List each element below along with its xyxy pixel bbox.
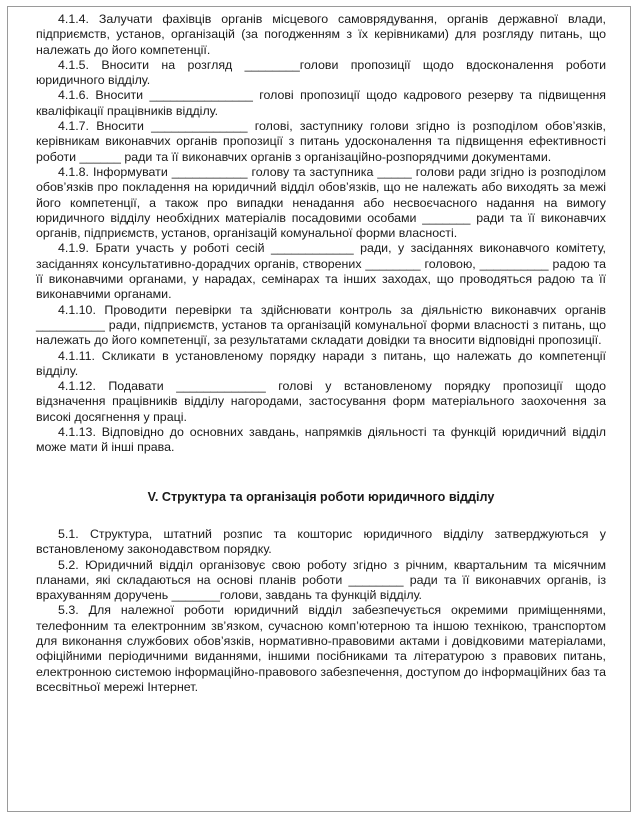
spacer (36, 456, 606, 490)
paragraph-5-1: 5.1. Структура, штатний розпис та кошторис юридичного відділу затверджуються у встановленому законодавством порядку. (36, 526, 606, 557)
paragraph-4-1-10: 4.1.10. Проводити перевірки та здійснювати контроль за діяльністю виконавчих органів __________ ради, підприємств, установ та організацій комунальної форми власності з питань, що належать до його компетенції, за результатами складати довідки та вносити відповідні пропозиції. (36, 302, 606, 348)
paragraph-5-3: 5.3. Для належної роботи юридичний відділ забезпечується окремими приміщеннями, телефонним та електронним зв’язком, сучасною комп’ютерною та іншою технікою, транспортом для виконання службових обов’язків, нормативно-правовими актами і довідковими матеріалами, офіційними періодичними виданнями, іншими посібниками та літературою з правових питань, електронною системою інформаційно-правового забезпечення, доступом до інформаційних баз та всесвітньої мережі Інтернет. (36, 603, 606, 694)
paragraph-4-1-5: 4.1.5. Вносити на розгляд ________голови пропозиції щодо вдосконалення роботи юридичного відділу. (36, 57, 606, 88)
paragraph-4-1-12: 4.1.12. Подавати _____________ голові у встановленому порядку пропозиції щодо відзначення працівників відділу нагородами, застосування форм матеріального заохочення за високі досягнення у праці. (36, 379, 606, 424)
paragraph-4-1-9: 4.1.9. Брати участь у роботі сесій ____________ ради, у засіданнях виконавчого комітету, засіданнях консультативно-дорадчих органів, створених ________ головою, __________ радою та її виконавчими органами, у нарадах, семінарах та інших заходах, що проводяться радою та її виконавчими органами. (36, 241, 606, 302)
paragraph-4-1-7: 4.1.7. Вносити ______________ голові, заступнику голови згідно із розподілом обов’язків, керівникам виконавчих органів пропозиції з питань удосконалення та підвищення ефективності роботи ______ ради та її виконавчих органів з організаційно-розпорядчими документами. (36, 119, 606, 164)
paragraph-4-1-11: 4.1.11. Скликати в установленому порядку наради з питань, що належать до компетенції відділу. (36, 348, 606, 378)
paragraph-4-1-6: 4.1.6. Вносити _______________ голові пропозиції щодо кадрового резерву та підвищення кваліфікації працівників відділу. (36, 88, 606, 118)
paragraph-5-2: 5.2. Юридичний відділ організовує свою роботу згідно з річним, квартальним та місячним планами, які складаються на основі планів роботи ________ ради та її виконавчих органів, із врахуванням доручень _______голови, завдань та функцій відділу. (36, 557, 606, 603)
paragraph-4-1-13: 4.1.13. Відповідно до основних завдань, напрямків діяльності та функцій юридичний відділ може мати й інші права. (36, 425, 606, 455)
paragraph-4-1-8: 4.1.8. Інформувати ___________ голову та заступника _____ голови ради згідно із розподілом обов’язків про покладення на юридичний відділ обов’язків, що не належать або виходять за межі його компетенції, а також про випадки ненадання або несвоєчасного надання на вимогу юридичного відділу необхідних матеріалів посадовими особами _______ ради та її виконавчих органів, підприємств, установ, організацій комунальної форми власності. (36, 164, 606, 241)
paragraph-4-1-4: 4.1.4. Залучати фахівців органів місцевого самоврядування, органів державної влади, підприємств, установ, організацій (за погодженням з їх керівниками) для розгляду питань, що належать до його компетенції. (36, 12, 606, 57)
section-title: V. Структура та організація роботи юридичного відділу (147, 489, 495, 504)
document-body (36, 12, 606, 695)
spacer (36, 505, 606, 527)
